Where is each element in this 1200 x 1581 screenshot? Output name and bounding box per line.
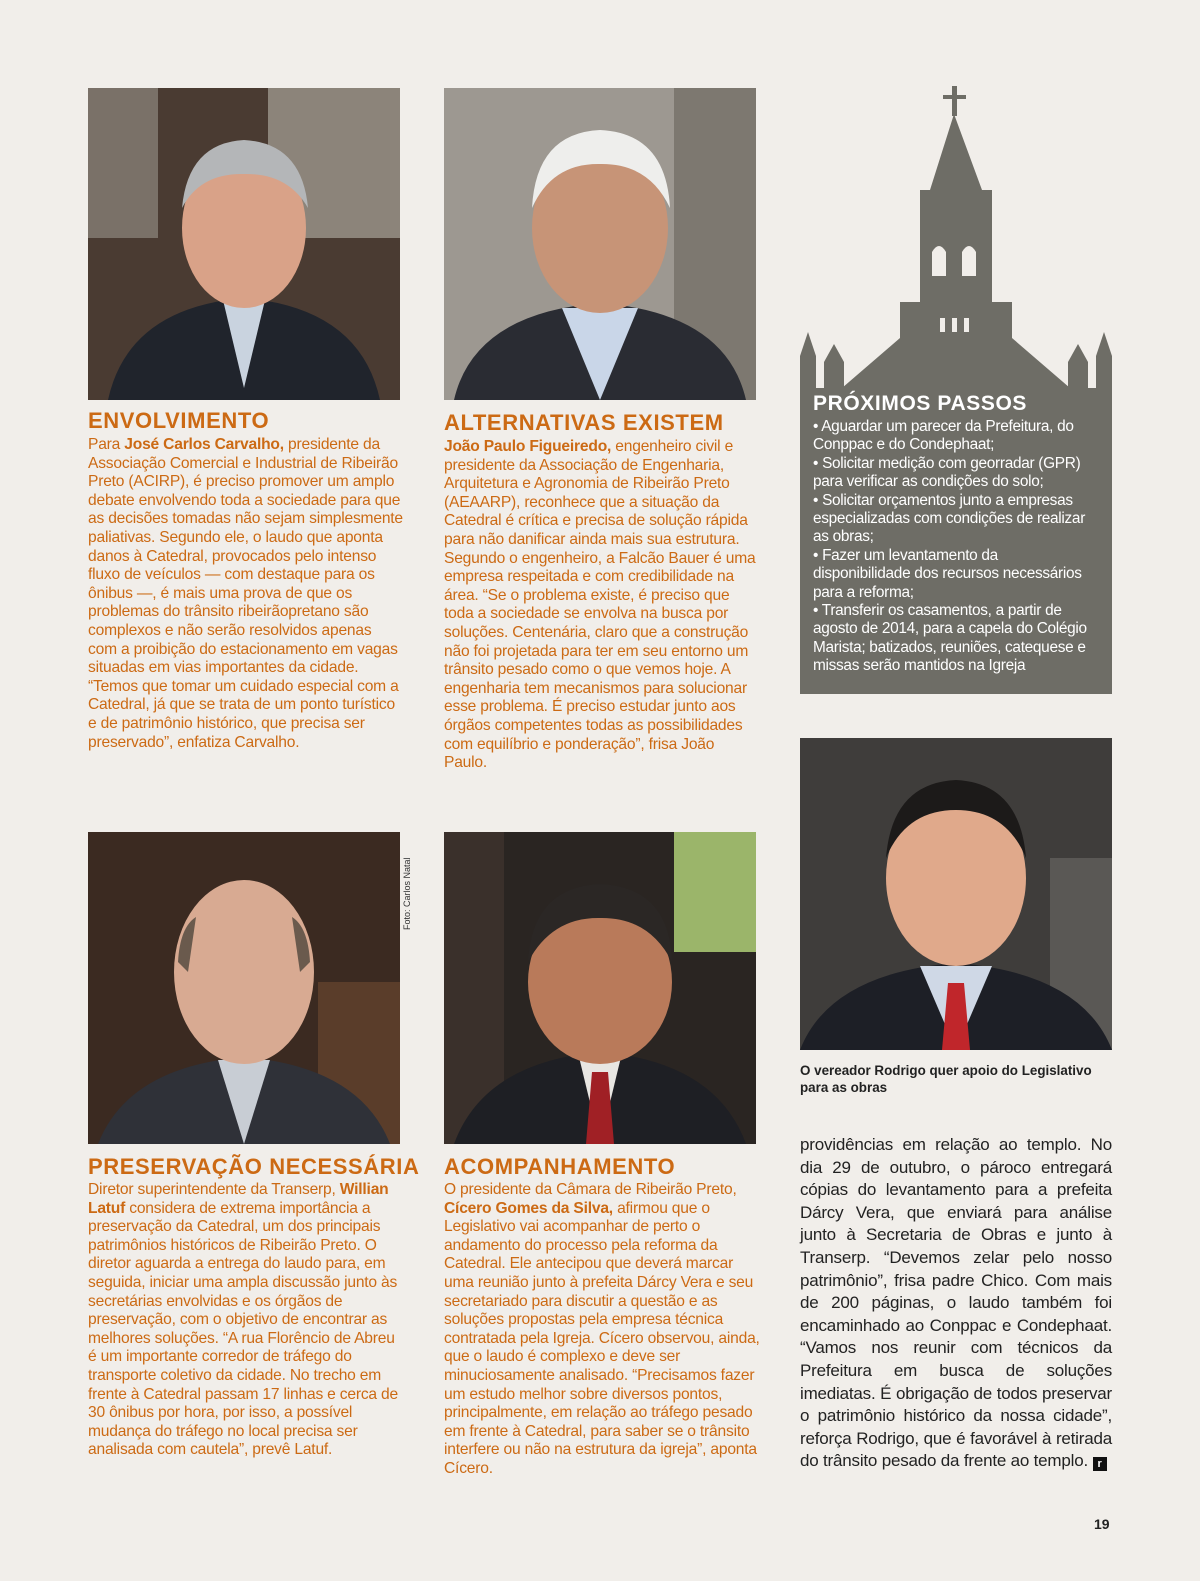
end-of-article-icon: r <box>1093 1457 1107 1471</box>
body-text-after: considera de extrema importância a preservação da Catedral, um dos principais patrimônios históricos de Ribeirão Preto. O diretor aguarda a entrega do laudo para, em seguida, iniciar uma ampla discussão junto às secretárias envolvidas e os órgãos de preservação, com o objetivo de encontrar as melhores soluções. “A rua Florêncio de Abreu é um importante corredor de tráfego do transporte coletivo da cidade. No trecho em frente à Catedral passam 17 linhas e cerca de 30 ônibus por hora, por isso, a possível mudança do tráfego no local precisa ser analisada com cautela”, prevê Latuf. <box>88 1199 398 1459</box>
body-text-after: afirmou que o Legislativo vai acompanhar de perto o andamento do processo pela reforma da Catedral. Ele antecipou que deverá marcar uma reunião junto à prefeita Dárcy Vera e seu secretariado para discutir a questão e as soluções propostas pela empresa técnica contratada pela Igreja. Cícero observou, ainda, que o laudo é complexo e deve ser minuciosamente analisado. “Precisamos fazer um estudo melhor sobre diversos pontos, principalmente, em relação ao tráfego pesado em frente à Catedral, para saber se o trânsito interfere ou não na estrutura da igreja”, aponta Cícero. <box>444 1199 760 1477</box>
heading-preservacao: PRESERVAÇÃO NECESSÁRIA <box>88 1154 420 1179</box>
page-number: 19 <box>1094 1516 1110 1532</box>
photo-carvalho <box>88 88 400 400</box>
next-steps-list <box>813 418 1099 676</box>
photo-cicero <box>444 832 756 1144</box>
photo-caption: O vereador Rodrigo quer apoio do Legislativo para as obras <box>800 1063 1092 1095</box>
body-envolvimento <box>88 436 404 752</box>
photo-credit: Foto: Carlos Natal <box>402 857 412 930</box>
next-steps-box <box>800 388 1112 694</box>
heading-alternativas: ALTERNATIVAS EXISTEM <box>444 410 724 435</box>
person-name: José Carlos Carvalho, <box>124 436 284 453</box>
body-text-after: presidente da Associação Comercial e Industrial de Ribeirão Preto (ACIRP), é preciso promover um amplo debate envolvendo toda a sociedade para que as decisões tomadas não sejam simplesmente paliativas. Segundo ele, o laudo que aponta danos à Catedral, provocados pelo intenso fluxo de veículos — com destaque para os ônibus —, é mais uma prova de que os problemas do trânsito ribeirãopretano são complexos e não serão resolvidos apenas com a proibição do estacionamento em vagas situadas em vias importantes da cidade. “Temos que tomar um cuidado especial com a Catedral, já que se trata de um ponto turístico e de patrimônio histórico, que precisa ser preservado”, enfatiza Carvalho. <box>88 436 403 751</box>
article-continuation-text: providências em relação ao templo. No dia 29 de outubro, o pároco entregará cópias do levantamento para a prefeita Dárcy Vera, que enviará para análise junto à Secretaria de Obras e junto à Transerp. “Devemos zelar pelo nosso patrimônio”, frisa padre Chico. Com mais de 200 páginas, o laudo também foi encaminhado ao Conppac e Condephaat. “Vamos nos reunir com técnicos da Prefeitura em busca de soluções imediatas. É obrigação de todos preservar o patrimônio histórico da nossa cidade”, reforça Rodrigo, que é favorável à retirada do trânsito pesado da frente ao templo. <box>800 1135 1112 1471</box>
person-name: João Paulo Figueiredo, <box>444 438 612 455</box>
next-steps-title: PRÓXIMOS PASSOS <box>813 392 1027 415</box>
photo-rodrigo <box>800 738 1112 1050</box>
next-steps-item: • Solicitar medição com georradar (GPR) para verificar as condições do solo; <box>813 454 1081 491</box>
next-steps-item: • Aguardar um parecer da Prefeitura, do Conppac e do Condephaat; <box>813 418 1074 454</box>
body-text-before: Para <box>88 436 125 453</box>
article-continuation <box>800 1134 1112 1473</box>
person-name: Cícero Gomes da Silva, <box>444 1199 613 1217</box>
heading-envolvimento: ENVOLVIMENTO <box>88 408 270 433</box>
next-steps-item: • Solicitar orçamentos junto a empresas especializadas com condições de realizar as obras; <box>813 491 1086 546</box>
body-alternativas <box>444 438 760 773</box>
body-acompanhamento <box>444 1181 760 1479</box>
church-silhouette-icon <box>800 86 1112 388</box>
body-text-after: engenheiro civil e presidente da Associação de Engenharia, Arquitetura e Agronomia de Ribeirão Preto (AEAARP), reconhece que a situação da Catedral é crítica e precisa de solução rápida para não danificar ainda mais sua estrutura. Segundo o engenheiro, a Falcão Bauer é uma empresa respeitada e com credibilidade na área. “Se o problema existe, é preciso que toda a sociedade se envolva na busca por soluções. Centenária, claro que a construção não foi projetada para ter em seu entorno um trânsito pesado como o que vemos hoje. A engenharia tem mecanismos para solucionar esse problema. É preciso estudar junto aos órgãos competentes todas as possibilidades com equilíbrio e ponderação”, frisa João Paulo. <box>444 438 756 772</box>
body-text-before: Diretor superintendente da Transerp, <box>88 1181 340 1198</box>
body-text-before: O presidente da Câmara de Ribeirão Preto, <box>444 1181 737 1198</box>
body-preservacao <box>88 1181 404 1460</box>
next-steps-item: • Transferir os casamentos, a partir de agosto de 2014, para a capela do Colégio Marista; batizados, reuniões, catequese e missas serão mantidos na Igreja <box>813 602 1087 675</box>
photo-latuf <box>88 832 400 1144</box>
heading-acompanhamento: ACOMPANHAMENTO <box>444 1154 676 1179</box>
photo-figueiredo <box>444 88 756 400</box>
next-steps-item: • Fazer um levantamento da disponibilidade dos recursos necessários para a reforma; <box>813 546 1082 601</box>
person-name: Willian Latuf <box>88 1181 389 1217</box>
